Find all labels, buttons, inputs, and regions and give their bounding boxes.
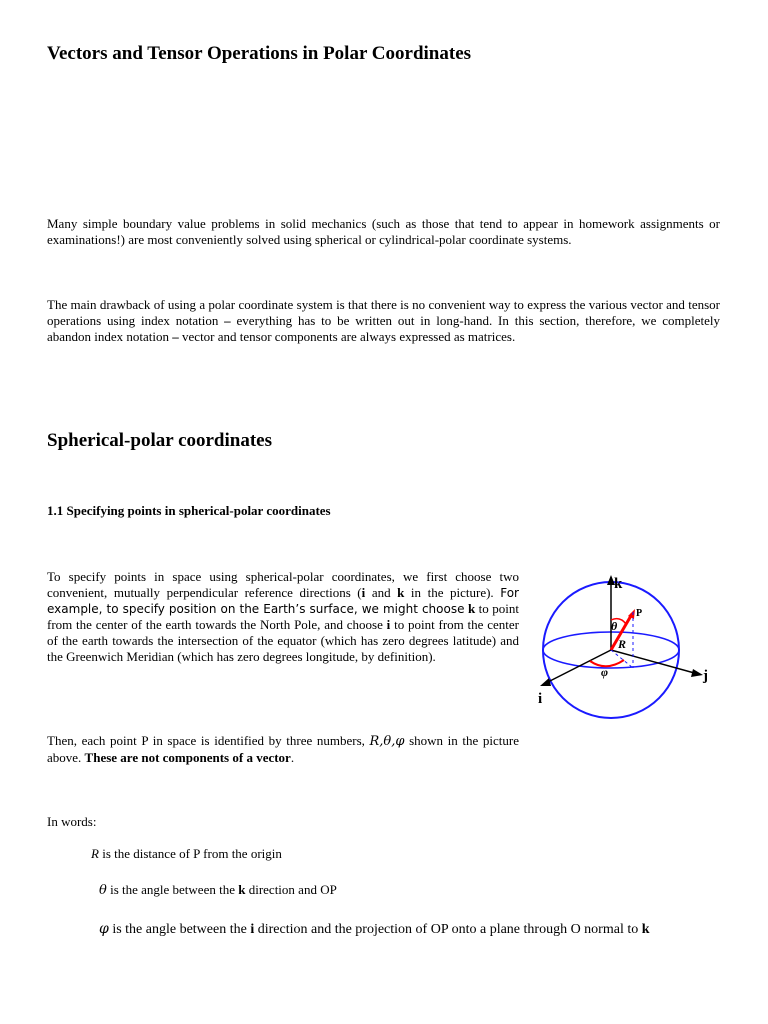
- then-paragraph: [47, 733, 519, 766]
- label-p: P: [636, 608, 643, 619]
- specify-i2-bold: i: [386, 617, 391, 632]
- spherical-coordinates-figure: [528, 572, 728, 724]
- page-title: Vectors and Tensor Operations in Polar Coordinates: [47, 43, 472, 64]
- intro-paragraph-1: Many simple boundary value problems in solid mechanics (such as those that tend to appear in homework assignments or examinations!) are most conveniently solved using spherical or cylindrical-polar coordinate systems.: [47, 216, 720, 247]
- subsection-title: 1.1 Specifying points in spherical-polar coordinates: [47, 503, 331, 518]
- then-symbols: R,θ,φ: [369, 734, 405, 749]
- then-text-a: Then, each point P in space is identified by three numbers,: [47, 733, 370, 748]
- then-period: .: [290, 750, 295, 765]
- j-axis: [611, 650, 698, 674]
- section-title: Spherical-polar coordinates: [47, 430, 273, 451]
- definition-theta: [99, 882, 719, 899]
- in-words-label: In words:: [47, 814, 97, 829]
- specify-i-bold: i: [361, 585, 366, 600]
- j-arrowhead: [691, 669, 703, 677]
- then-text-b: shown in the picture above.: [47, 733, 519, 765]
- intro-p2-dash-2: –: [169, 329, 183, 344]
- definition-theta-symbol: θ: [99, 883, 107, 898]
- specify-k-bold: k: [397, 585, 405, 600]
- specify-points-paragraph: [47, 569, 519, 665]
- specify-text-e: to point from the center of the earth towards the intersection of the equator (which has zero degrees latitude) and the Greenwich Meridian (which has zero degrees longitude, by definition).: [47, 617, 519, 664]
- definition-phi-text-a: is the angle between the: [108, 922, 251, 937]
- definition-phi-text-b: direction and the projection of OP onto a plane through O normal to: [254, 922, 642, 937]
- intro-paragraph-2: [47, 297, 720, 345]
- label-theta: θ: [611, 619, 618, 633]
- intro-p2-part-a: The main drawback of using a polar coordinate system is that there is no convenient way to express the various vector and tensor operations using index notation: [47, 297, 720, 328]
- definition-theta-k: k: [238, 882, 246, 897]
- intro-p2-part-c: vector and tensor components are always expressed as matrices.: [182, 329, 516, 344]
- definition-phi-i: i: [250, 922, 255, 937]
- label-k: k: [614, 576, 623, 592]
- then-bold-statement: These are not components of a vector: [84, 750, 291, 765]
- specify-text-b: in the picture).: [404, 585, 501, 600]
- specify-text-a: To specify points in space using spherical-polar coordinates, we first choose two convenient, mutually perpendicular reference directions (: [47, 569, 519, 600]
- definition-r-text: is the distance of P from the origin: [98, 846, 282, 861]
- definition-phi: [99, 920, 739, 939]
- intro-p2-dash-1: –: [218, 313, 237, 328]
- label-phi: φ: [601, 665, 609, 679]
- specify-and: and: [365, 585, 398, 600]
- label-r: R: [618, 637, 627, 651]
- specify-text-c: For example, to specify position on the Earth’s surface, we might choose: [47, 586, 519, 616]
- definition-phi-k: k: [641, 922, 650, 937]
- specify-text-d: to point from the center of the earth towards the North Pole, and choose: [47, 601, 519, 632]
- label-i: i: [538, 691, 543, 707]
- specify-k2-bold: k: [467, 601, 476, 616]
- intro-p2-part-b: everything has to be written out in long-hand. In this section, therefore, we completely abandon index notation: [47, 313, 721, 344]
- definition-theta-text-b: direction and OP: [245, 882, 337, 897]
- definition-phi-symbol: φ: [99, 921, 109, 937]
- definition-r-symbol: R: [91, 846, 99, 861]
- label-j: j: [703, 668, 708, 684]
- definition-theta-text-a: is the angle between the: [106, 882, 239, 897]
- definition-r: [91, 846, 711, 862]
